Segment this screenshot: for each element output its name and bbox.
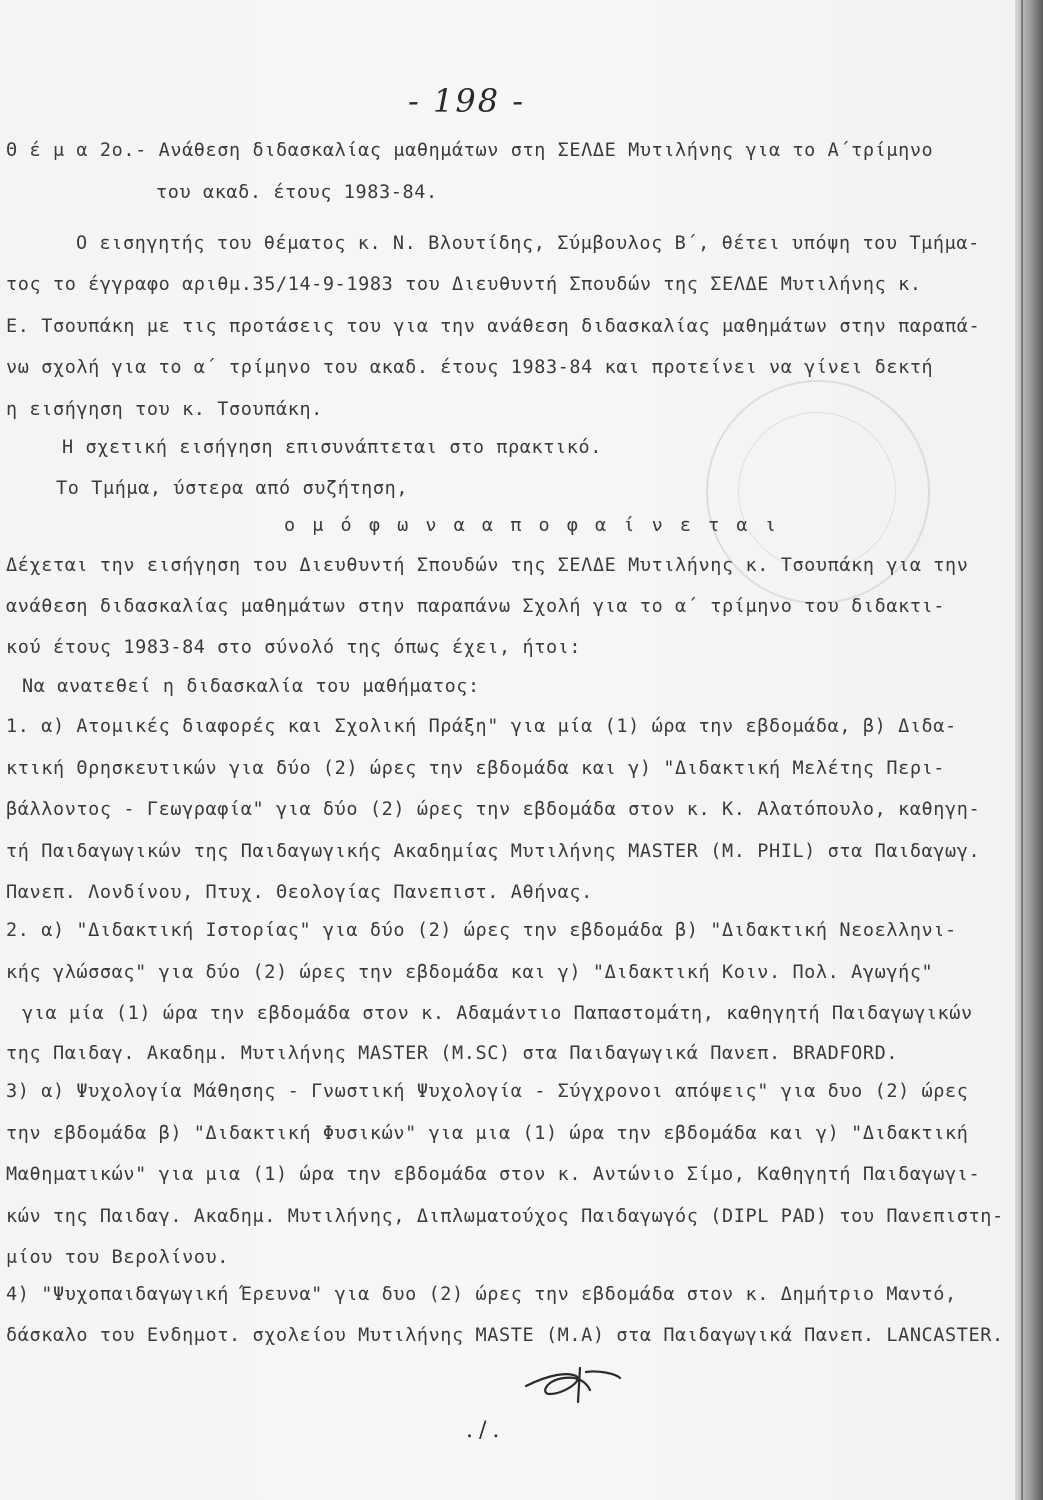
topic-heading-cont: του ακαδ. έτους 1983-84.: [156, 182, 438, 203]
paragraph-line: Να ανατεθεί η διδασκαλία του μαθήματος:: [22, 676, 480, 697]
list-item-2-cont: της Παιδαγ. Ακαδημ. Μυτιλήνης MASTER (M.SC) στα Παιδαγωγικά Πανεπ. BRADFORD.: [6, 1043, 899, 1064]
list-item-1: 1. α) Ατομικές διαφορές και Σχολική Πράξη" για μία (1) ώρα την εβδομάδα, β) Διδα-: [6, 716, 957, 737]
list-item-1-cont: τή Παιδαγωγικών της Παιδαγωγικής Ακαδημίας Μυτιλήνης MASTER (M. PHIL) στα Παιδαγωγ.: [6, 841, 981, 862]
paragraph-line: ανάθεση διδασκαλίας μαθημάτων στην παραπάνω Σχολή για το α΄ τρίμηνο του διδακτι-: [6, 596, 946, 617]
paragraph-line: νω σχολή για το α΄ τρίμηνο του ακαδ. έτους 1983-84 και προτείνει να γίνει δεκτή: [6, 357, 934, 378]
list-item-4: 4) "Ψυχοπαιδαγωγική Έρευνα" για δυο (2) ώρες την εβδομάδα στον κ. Δημήτριο Μαντό,: [6, 1284, 957, 1305]
paragraph-line: κού έτους 1983-84 στο σύνολό της όπως έχει, ήτοι:: [6, 637, 582, 658]
topic-heading: Θ έ μ α 2ο.- Ανάθεση διδασκαλίας μαθημάτων στη ΣΕΛΔΕ Μυτιλήνης για το Α΄τρίμηνο: [6, 140, 934, 161]
signature-mark: [520, 1360, 630, 1410]
paragraph-line: Ο εισηγητής του θέματος κ. Ν. Βλουτίδης, Σύμβουλος Β΄, θέτει υπόψη του Τμήμα-: [76, 233, 980, 254]
list-item-3: 3) α) Ψυχολογία Μάθησης - Γνωστική Ψυχολογία - Σύγχρονοι απόψεις" για δυο (2) ώρες: [6, 1081, 969, 1102]
page-number: - 198 -: [408, 82, 526, 120]
paragraph-line: Δέχεται την εισήγηση του Διευθυντή Σπουδών της ΣΕΛΔΕ Μυτιλήνης κ. Τσουπάκη για την: [6, 555, 969, 576]
list-item-2-cont: κής γλώσσας" για δύο (2) ώρες την εβδομάδα και γ) "Διδακτική Κοιν. Πολ. Αγωγής": [6, 962, 934, 983]
list-item-2-cont: για μία (1) ώρα την εβδομάδα στον κ. Αδαμάντιο Παπαστομάτη, καθηγητή Παιδαγωγικών: [22, 1003, 973, 1024]
list-item-3-cont: κών της Παιδαγ. Ακαδημ. Μυτιλήνης, Διπλωματούχος Παιδαγωγός (DIPL PAD) του Πανεπιστη-: [6, 1206, 1004, 1227]
list-item-1-cont: κτική Θρησκευτικών για δύο (2) ώρες την εβδομάδα και γ) "Διδακτική Μελέτης Περι-: [6, 758, 946, 779]
list-item-4-cont: δάσκαλο του Ενδημοτ. σχολείου Μυτιλήνης MASTE (M.A) στα Παιδαγωγικά Πανεπ. LANCASTER.: [6, 1325, 1004, 1346]
paragraph-line: η εισήγηση του κ. Τσουπάκη.: [6, 399, 323, 420]
list-item-3-cont: Μαθηματικών" για μια (1) ώρα την εβδομάδα στον κ. Αντώνιο Σίμο, Καθηγητή Παιδαγωγι-: [6, 1164, 981, 1185]
paragraph-line: Ε. Τσουπάκη με τις προτάσεις του για την ανάθεση διδασκαλίας μαθημάτων στην παραπά-: [6, 316, 981, 337]
binding-line: [1021, 0, 1023, 1500]
page-binding-edge: [1015, 0, 1043, 1500]
paragraph-line: τος το έγγραφο αριθμ.35/14-9-1983 του Διευθυντή Σπουδών της ΣΕΛΔΕ Μυτιλήνης κ.: [6, 274, 922, 295]
list-item-3-cont: την εβδομάδα β) "Διδακτική Φυσικών" για μια (1) ώρα την εβδομάδα και γ) "Διδακτική: [6, 1123, 969, 1144]
list-item-1-cont: βάλλοντος - Γεωγραφία" για δύο (2) ώρες την εβδομάδα στον κ. Κ. Αλατόπουλο, καθηγη-: [6, 799, 981, 820]
continuation-mark: ./.: [466, 1418, 506, 1443]
paragraph-line: Το Τμήμα, ύστερα από συζήτηση,: [56, 478, 409, 499]
faded-stamp-inner: [738, 412, 896, 570]
list-item-1-cont: Πανεπ. Λονδίνου, Πτυχ. Θεολογίας Πανεπιστ. Αθήνας.: [6, 882, 593, 903]
list-item-3-cont: μίου του Βερολίνου.: [6, 1247, 230, 1268]
paragraph-line: Η σχετική εισήγηση επισυνάπτεται στο πρακτικό.: [62, 437, 602, 458]
decision-heading: ο μ ό φ ω ν α α π ο φ α ί ν ε τ α ι: [284, 515, 779, 536]
list-item-2: 2. α) "Διδακτική Ιστορίας" για δύο (2) ώρες την εβδομάδα β) "Διδακτική Νεοελληνι-: [6, 920, 957, 941]
